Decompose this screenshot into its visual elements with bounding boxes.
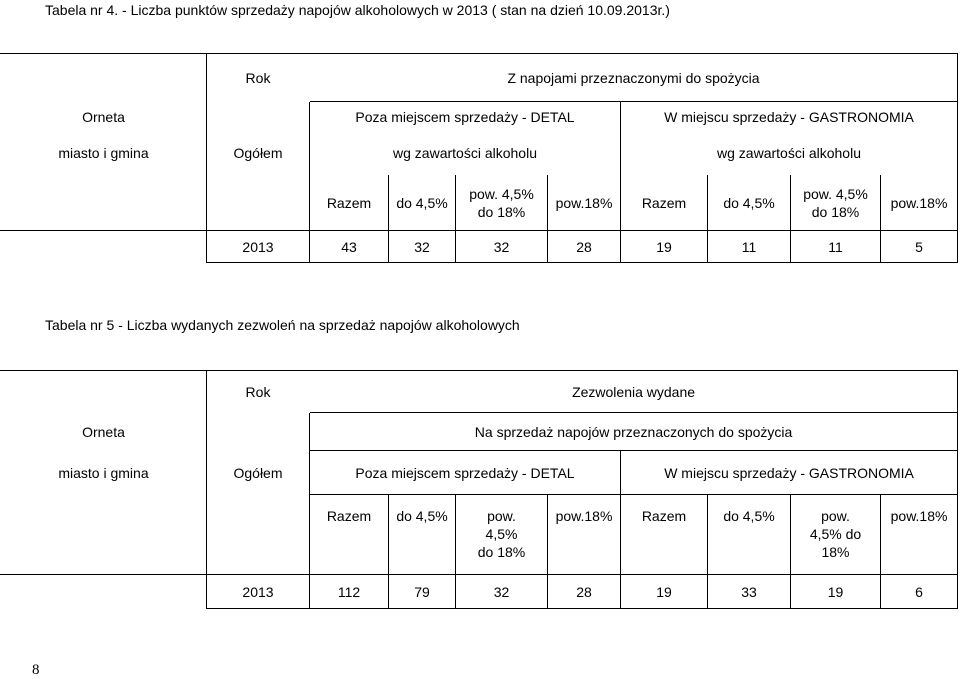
t4-row-value: 5 bbox=[881, 231, 958, 263]
t4-col-pow45-detal: pow. 4,5% do 18% bbox=[456, 175, 548, 231]
t5-row-value: 19 bbox=[621, 575, 708, 609]
t5-row-value: 79 bbox=[389, 575, 456, 609]
t5-row-lead bbox=[1, 575, 207, 609]
t4-row-value: 43 bbox=[310, 231, 389, 263]
t4-col-pow18-detal: pow.18% bbox=[548, 175, 621, 231]
t5-group-header: Zezwolenia wydane bbox=[310, 371, 958, 413]
t4-miasto: miasto i gmina bbox=[1, 132, 207, 175]
t5-gastro-header: W miejscu sprzedaży - GASTRONOMIA bbox=[621, 451, 958, 495]
t4-col-pow18-gastro: pow.18% bbox=[881, 175, 958, 231]
t4-col-do45-gastro: do 4,5% bbox=[708, 175, 791, 231]
t4-row-year: 2013 bbox=[207, 231, 310, 263]
page-number: 8 bbox=[32, 662, 40, 678]
table5-caption: Tabela nr 5 - Liczba wydanych zezwoleń na sprzedaż napojów alkoholowych bbox=[45, 317, 520, 333]
t4-orneta: Orneta bbox=[1, 102, 207, 132]
t5-col-razem-detal: Razem bbox=[310, 495, 389, 575]
t4-ogolem-bottom bbox=[207, 175, 310, 231]
t4-col-razem-gastro: Razem bbox=[621, 175, 708, 231]
table-5 bbox=[0, 370, 958, 609]
t5-ogolem: Ogółem bbox=[207, 451, 310, 495]
t4-detal-header: Poza miejscem sprzedaży - DETAL bbox=[310, 102, 621, 132]
t5-detal-header: Poza miejscem sprzedaży - DETAL bbox=[310, 451, 621, 495]
t4-ogolem-spacer bbox=[207, 102, 310, 132]
t5-miasto: miasto i gmina bbox=[1, 451, 207, 495]
t4-col-do45-detal: do 4,5% bbox=[389, 175, 456, 231]
t5-rok: Rok bbox=[207, 371, 310, 413]
t5-row-value: 19 bbox=[791, 575, 881, 609]
t5-row-value: 33 bbox=[708, 575, 791, 609]
t5-ogolem-bottom bbox=[207, 495, 310, 575]
t5-subgroup-header: Na sprzedaż napojów przeznaczonych do spożycia bbox=[310, 413, 958, 451]
t4-group-header: Z napojami przeznaczonymi do spożycia bbox=[310, 54, 958, 102]
t4-row-value: 19 bbox=[621, 231, 708, 263]
table4-caption: Tabela nr 4. - Liczba punktów sprzedaży napojów alkoholowych w 2013 ( stan na dzień 10.09.2013r.) bbox=[45, 2, 670, 18]
t5-orneta: Orneta bbox=[1, 413, 207, 451]
t4-ogolem: Ogółem bbox=[207, 132, 310, 175]
t4-wg-gastro: wg zawartości alkoholu bbox=[621, 132, 958, 175]
t4-orneta-spacer bbox=[1, 54, 207, 102]
t4-miasto-spacer bbox=[1, 175, 207, 231]
t5-orneta-spacer bbox=[1, 371, 207, 413]
t5-miasto-spacer bbox=[1, 495, 207, 575]
t5-row-value: 6 bbox=[881, 575, 958, 609]
table-4 bbox=[0, 53, 958, 263]
t4-wg-detal: wg zawartości alkoholu bbox=[310, 132, 621, 175]
t4-rok: Rok bbox=[207, 54, 310, 102]
t5-col-pow45-detal: pow. 4,5% do 18% bbox=[456, 495, 548, 575]
t5-col-do45-detal: do 4,5% bbox=[389, 495, 456, 575]
t4-row-value: 11 bbox=[708, 231, 791, 263]
t4-row-lead bbox=[1, 231, 207, 263]
t4-row-value: 32 bbox=[389, 231, 456, 263]
t5-col-do45-gastro: do 4,5% bbox=[708, 495, 791, 575]
t4-col-razem-detal: Razem bbox=[310, 175, 389, 231]
t5-ogolem-spacer bbox=[207, 413, 310, 451]
t4-gastro-header: W miejscu sprzedaży - GASTRONOMIA bbox=[621, 102, 958, 132]
t5-col-pow45-gastro: pow. 4,5% do 18% bbox=[791, 495, 881, 575]
t5-row-year: 2013 bbox=[207, 575, 310, 609]
t5-col-pow18-gastro: pow.18% bbox=[881, 495, 958, 575]
t5-row-value: 112 bbox=[310, 575, 389, 609]
t4-row-value: 28 bbox=[548, 231, 621, 263]
t4-col-pow45-gastro: pow. 4,5% do 18% bbox=[791, 175, 881, 231]
t5-row-value: 32 bbox=[456, 575, 548, 609]
t4-row-value: 32 bbox=[456, 231, 548, 263]
t5-row-value: 28 bbox=[548, 575, 621, 609]
t5-col-pow18-detal: pow.18% bbox=[548, 495, 621, 575]
t5-col-razem-gastro: Razem bbox=[621, 495, 708, 575]
t4-row-value: 11 bbox=[791, 231, 881, 263]
